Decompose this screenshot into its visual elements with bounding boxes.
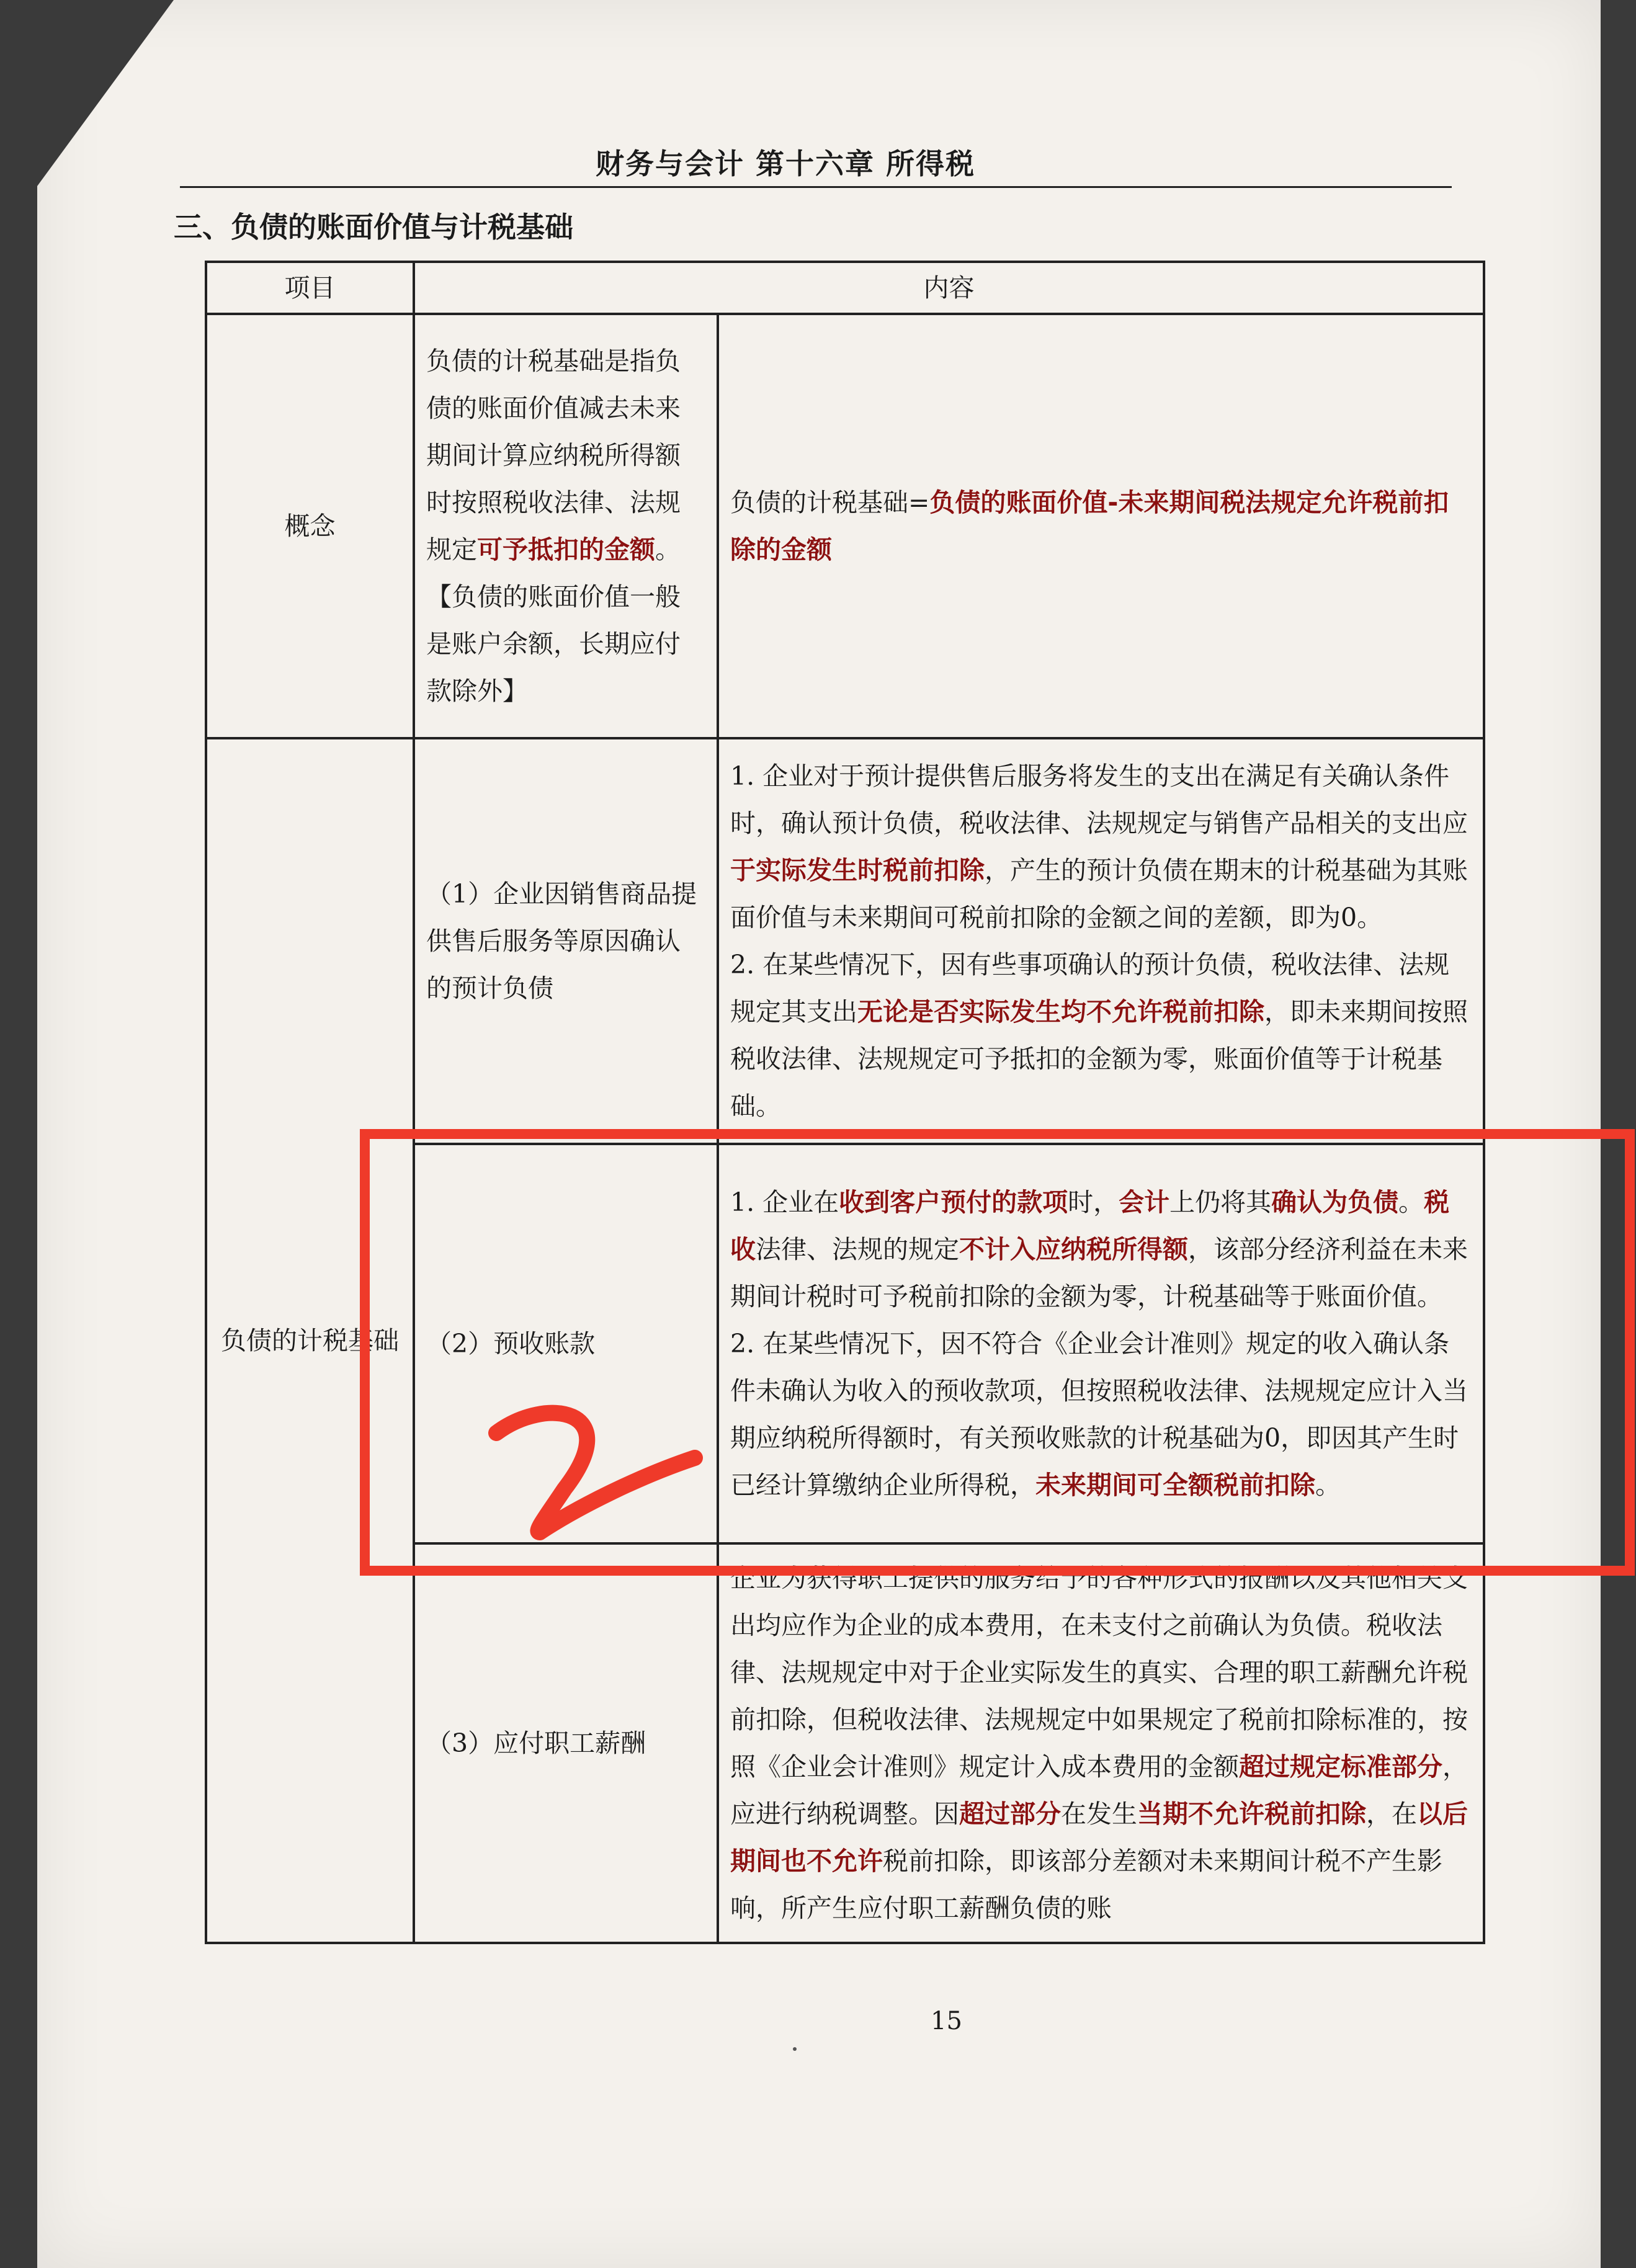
text-span: 法律、法规的规定 [756,1234,959,1264]
text-span: 。 [1315,1470,1341,1500]
formula-highlight: 负债的账面价值-未来期间税法规定允许税前扣除的金额 [730,488,1449,565]
highlight-span: 于实际发生时税前扣除 [730,855,985,885]
tax-basis-table [205,261,1485,1944]
text-span: ，在 [1366,1799,1417,1829]
provision-content [718,738,1484,1144]
text-span: 1. 企业在 [730,1187,839,1217]
highlight-span: 当期不允许税前扣除 [1137,1799,1366,1829]
concept-definition [414,314,718,738]
concept-label: 概念 [206,314,414,738]
text-span: 上仍将其 [1169,1187,1272,1217]
highlight-span: 以后期间也不允许 [730,1799,1468,1876]
text-span: 。 [1398,1187,1424,1217]
provision-para-1 [730,752,1472,941]
handwritten-2-annotation [472,1383,707,1545]
highlight-span: 超过规定标准部分 [1239,1752,1442,1782]
section-title: 三、负债的账面价值与计税基础 [174,210,573,244]
payroll-label: （3）应付职工薪酬 [414,1543,718,1943]
text-span: 2. 在某些情况下，因不符合《企业会计准则》规定的收入确认条件未确认为收入的预收款项，但按照税收法律、法规规定应计入当期应纳税所得额时，有关预收账款的计税基础为0，即因其产生时已经计算缴纳企业所得税， [730,1329,1468,1500]
table-row-provision [206,738,1484,1144]
text-span: 企业为获得职工提供的服务给予的各种形式的报酬以及其他相关支出均应作为企业的成本费用，在未支付之前确认为负债。税收法律、法规规定中对于企业实际发生的真实、合理的职工薪酬允许税前扣除，但税收法律、法规规定中如果规定了税前扣除标准的，按照《企业会计准则》规定计入成本费用的金额 [730,1563,1468,1782]
highlight-span: 超过部分 [959,1799,1061,1829]
highlight-span: 不计入应纳税所得额 [959,1234,1188,1264]
tax-basis-label: 负债的计税基础 [206,738,414,1943]
page-corner-shadow [37,0,174,186]
text-span: 在发生 [1061,1799,1137,1829]
highlight-span: 收到客户预付的款项 [839,1187,1068,1217]
table-header-row [206,262,1484,314]
text-span: 时， [1068,1187,1119,1217]
page-number: 15 [931,2007,962,2035]
provision-para-2 [730,941,1472,1130]
highlight-span: 确认为负债 [1271,1187,1399,1217]
definition-highlight: 可予抵扣的金额 [477,535,655,565]
highlight-span: 税收 [730,1187,1450,1264]
highlight-span: 未来期间可全额税前扣除 [1035,1470,1315,1500]
payroll-content [718,1543,1484,1943]
highlight-span: 无论是否实际发生均不允许税前扣除 [857,997,1264,1027]
page-dot [793,2047,797,2051]
header-rule [180,186,1452,188]
text-span: 2. 在某些情况下，因有些事项确认的预计负债，税收法律、法规规定其支出 [730,950,1450,1027]
page-header-title: 财务与会计 第十六章 所得税 [596,147,976,181]
table-row-concept [206,314,1484,738]
text-span: ，产生的预计负债在期末的计税基础为其账面价值与未来期间可税前扣除的金额之间的差额，即为0。 [730,855,1468,932]
provision-label: （1）企业因销售商品提供售后服务等原因确认的预计负债 [414,738,718,1144]
text-span: ，该部分经济利益在未来期间计税时可予税前扣除的金额为零，计税基础等于账面价值。 [730,1234,1468,1311]
header-content: 内容 [414,262,1484,314]
highlight-span: 会计 [1119,1187,1170,1217]
definition-text-2: 。【负债的账面价值一般是账户余额，长期应付款除外】 [426,535,681,706]
formula-prefix: 负债的计税基础= [730,488,930,517]
advance-receipts-label: （2）预收账款 [414,1144,718,1543]
document-page [37,0,1601,2268]
concept-formula [718,314,1484,738]
definition-text-1: 负债的计税基础是指负债的账面价值减去未来期间计算应纳税所得额时按照税收法律、法规规定 [426,346,681,565]
text-span: 1. 企业对于预计提供售后服务将发生的支出在满足有关确认条件时，确认预计负债，税收法律、法规规定与销售产品相关的支出应 [730,761,1468,838]
text-span: ，即未来期间按照税收法律、法规规定可予抵扣的金额为零，账面价值等于计税基础。 [730,997,1468,1121]
text-span: 税前扣除，即该部分差额对未来期间计税不产生影响，所产生应付职工薪酬负债的账 [730,1846,1442,1923]
text-span: ，应进行纳税调整。因 [730,1752,1468,1829]
header-item: 项目 [206,262,414,314]
